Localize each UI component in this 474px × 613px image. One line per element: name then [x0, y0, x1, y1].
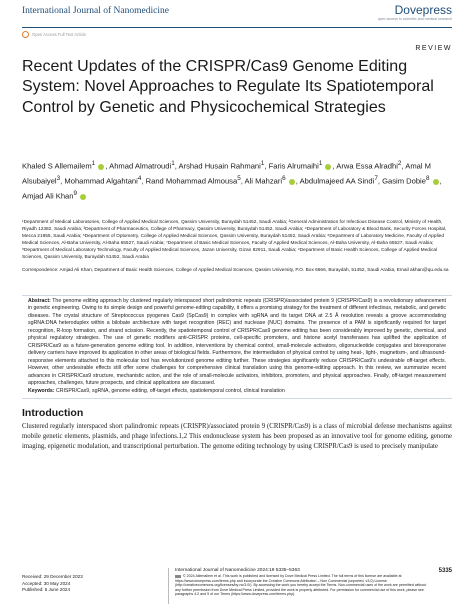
license-text: © 2024 Allemailem et al. This work is published and licensed by Dove Medical Press Limited. The full terms of this license are available at https://www.dovepress.com/terms.php and incorporate the Creative Commons Attribution – Non Commercial (unported, v3.0) License (http://creativecommons.org/licenses/by-nc/3.0/). By accessing the work you hereby accept the Terms. Non-commercial uses of the work are permitted without any further permission from Dove Medical Press Limited, provided the work is properly attributed. For permission for commercial use of this work, please see paragraphs 4.2 and 5 of our Terms (https://www.dovepress.com/terms.php).	[175, 574, 427, 597]
author[interactable]: Abdulmajeed AA Sindi	[299, 176, 375, 186]
page-footer	[0, 565, 474, 613]
article-type: REVIEW	[415, 45, 452, 52]
intro-heading: Introduction	[22, 407, 84, 419]
header-rule	[22, 27, 452, 28]
orcid-icon[interactable]	[98, 164, 104, 170]
received-date: Received: 29 December 2023	[22, 574, 83, 579]
author[interactable]: Ali Mahzari	[244, 176, 283, 186]
orcid-icon[interactable]	[289, 179, 295, 185]
orcid-icon[interactable]	[325, 164, 331, 170]
open-access-icon	[22, 31, 29, 38]
journal-name[interactable]: International Journal of Nanomedicine	[22, 6, 169, 16]
keywords-label: Keywords:	[28, 388, 55, 394]
open-access-text: Open Access Full Text Article	[32, 32, 86, 37]
open-access-label	[22, 31, 86, 38]
author[interactable]: Faris Alrumaihi	[268, 161, 319, 171]
accepted-date: Accepted: 30 May 2024	[22, 580, 71, 586]
abstract	[28, 298, 446, 387]
intro-text: Clustered regularly interspaced short palindromic repeats (CRISPR)/associated protein 9 (CRISPR/Cas9) is a class of microbial defense mechanisms against mobile genetic elements, plasmids, and phage infections.1,2 This endonuclease system has been proposed as an innovative tool for genome editing, genome imaging, epigenetic modulation, and transcriptional perturbation. The genome editing technology by using CRISPR/Cas9 is used to precisely manipulate	[22, 423, 452, 450]
page-header	[0, 0, 474, 58]
author[interactable]: Rand Mohammad Almousa	[145, 176, 238, 186]
article-dates	[22, 574, 83, 594]
author[interactable]: Arwa Essa Alradhi	[336, 161, 398, 171]
author[interactable]: Arshad Husain Rahmani	[178, 161, 261, 171]
cc-license-icon[interactable]	[175, 575, 181, 578]
publisher-logo[interactable]	[378, 3, 452, 21]
author[interactable]: Amjad Ali Khan	[22, 191, 74, 201]
keywords-text: CRISPR/Cas9, sgRNA, genome editing, off-target effects, spatiotemporal control, clinical translation	[55, 388, 285, 394]
author[interactable]: Gasim Dobie	[382, 176, 426, 186]
page-number: 5335	[438, 568, 452, 574]
author[interactable]: Amal M Alsubaiyel	[22, 161, 432, 186]
author[interactable]: Ahmad Almatroudi	[109, 161, 172, 171]
publisher-tagline: open access to scientific and medical research	[377, 17, 452, 21]
orcid-icon[interactable]	[80, 194, 86, 200]
correspondence: Correspondence: Amjad Ali Khan, Department of Basic Health Sciences, College of Applied Medical Sciences, Qassim University, P.O. Box 6666, Buraydah, 51452, Saudi Arabia, Email akhan@qu.edu.sa	[22, 268, 449, 273]
abstract-label: Abstract:	[28, 298, 51, 304]
footer-license	[175, 568, 430, 597]
journal-reference[interactable]: International Journal of Nanomedicine 2024:19 5335–5363	[175, 568, 300, 573]
author-list: Khaled S Allemailem$^1$ , Ahmad Almatroudi$^1$, Arshad Husain Rahmani$^1$, Faris Alrumaihi$^1$ , Arwa Essa Alradhi$^2$, Amal M Alsubaiyel$^3$, Mohammad Algahtani$^4$, Rand Mohammad Almousa$^5$, Ali Mahzari$^6$ , Abdulmajeed AA Sindi$^7$, Gasim Dobie$^8$ , Amjad Ali Khan$^9$	[22, 160, 442, 201]
affiliations: ¹Department of Medical Laboratories, College of Applied Medical Sciences, Qassim University, Buraydah 51452, Saudi Arabia; ²General Administration for Infectious Disease Control, Ministry of Health, Riyadh 12382, Saudi Arabia; ³Department of Pharmaceutics, College of Pharmacy, Qassim University, Buraydah 51452, Saudi Arabia; ⁴Department of Laboratory & Blood Bank, Security Forces Hospital, Mecca 21955, Saudi Arabia; ⁵Department of Optometry, College of Applied Medical Sciences, Qassim University, Buraydah 51452, Saudi Arabia; ⁶Department of Laboratory Medicine, Faculty of Applied Medical Sciences, Al-Baha University, Al-Baha 65527, Saudi Arabia; ⁷Department of Basic Medical Sciences, Faculty of Applied Medical Sciences, Al-Baha University, Al-Baha 65527, Saudi Arabia; ⁸Department of Medical Laboratory Technology, Faculty of Applied Medical Sciences, Jazan University, Gizan 82911, Saudi Arabia; ⁹Department of Basic Health Sciences, College of Applied Medical Sciences, Qassim University, Buraydah 51452, Saudi Arabia	[22, 220, 447, 260]
orcid-icon[interactable]	[433, 179, 439, 185]
published-date: Published: 6 June 2024	[22, 587, 71, 593]
publisher-name: Dovepress	[394, 3, 452, 17]
footer-divider	[168, 568, 169, 604]
article-title: Recent Updates of the CRISPR/Cas9 Genome Editing System: Novel Approaches to Regulate Its Spatiotemporal Control by Genetic and Physicochemical Strategies	[22, 58, 434, 116]
author[interactable]: Mohammad Algahtani	[64, 176, 138, 186]
abstract-text: The genome editing approach by clustered regularly interspaced short palindromic repeats (CRISPR)/associated protein 9 (CRISPR/Cas9) is a revolutionary advancement in genetic engineering. Owing to its simple design and powerful genome-editing capability, it offers a promising strategy for the treatment of different infectious, metabolic, and genetic diseases. The crystal structure of Streptococcus pyogenes Cas9 (SpCas9) in complex with sgRNA and its target DNA at 2.5 Å resolution reveals a groove accommodating sgRNA:DNA heteroduplex within a bilobate architecture with target recognition (REC) and nuclease (NUC) domains. The presence of a PAM is significantly required for target recognition, R-loop formation, and strand scission. Recently, the spatiotemporal control of CRISPR/Cas9 genome editing has been considerably improved by genetic, chemical, and physical regulatory strategies. The use of genetic modifiers anti-CRISPR proteins, cell-specific promoters, and histone acetyl transferases has uplifted the application of CRISPR/Cas9 as a future-generation genome editing tool. In addition, interventions by chemical control, small-molecule activators, oligonucleotide conjugates and bioresponsive delivery carriers have improved its application in other areas of biological fields. Furthermore, the intermediation of physical control by using heat-, light-, magnetism-, and ultrasound-responsive elements attached to this molecular tool has revolutionized genome editing further. These strategies significantly reduce CRISPR/Cas9's undesirable off-target effects. However, other undesirable effects still offer some challenges for comprehensive clinical translation using this genome-editing approach. In this review, we summarize recent advances in CRISPR/Cas9 structure, mechanistic action, and the role of small-molecule activators, inhibitors, promoters, and physical approaches. Finally, off-target measurement approaches, challenges, future prospects, and clinical applications are discussed.	[28, 298, 446, 386]
author[interactable]: Khaled S Allemailem	[22, 161, 92, 171]
keywords	[28, 388, 446, 395]
